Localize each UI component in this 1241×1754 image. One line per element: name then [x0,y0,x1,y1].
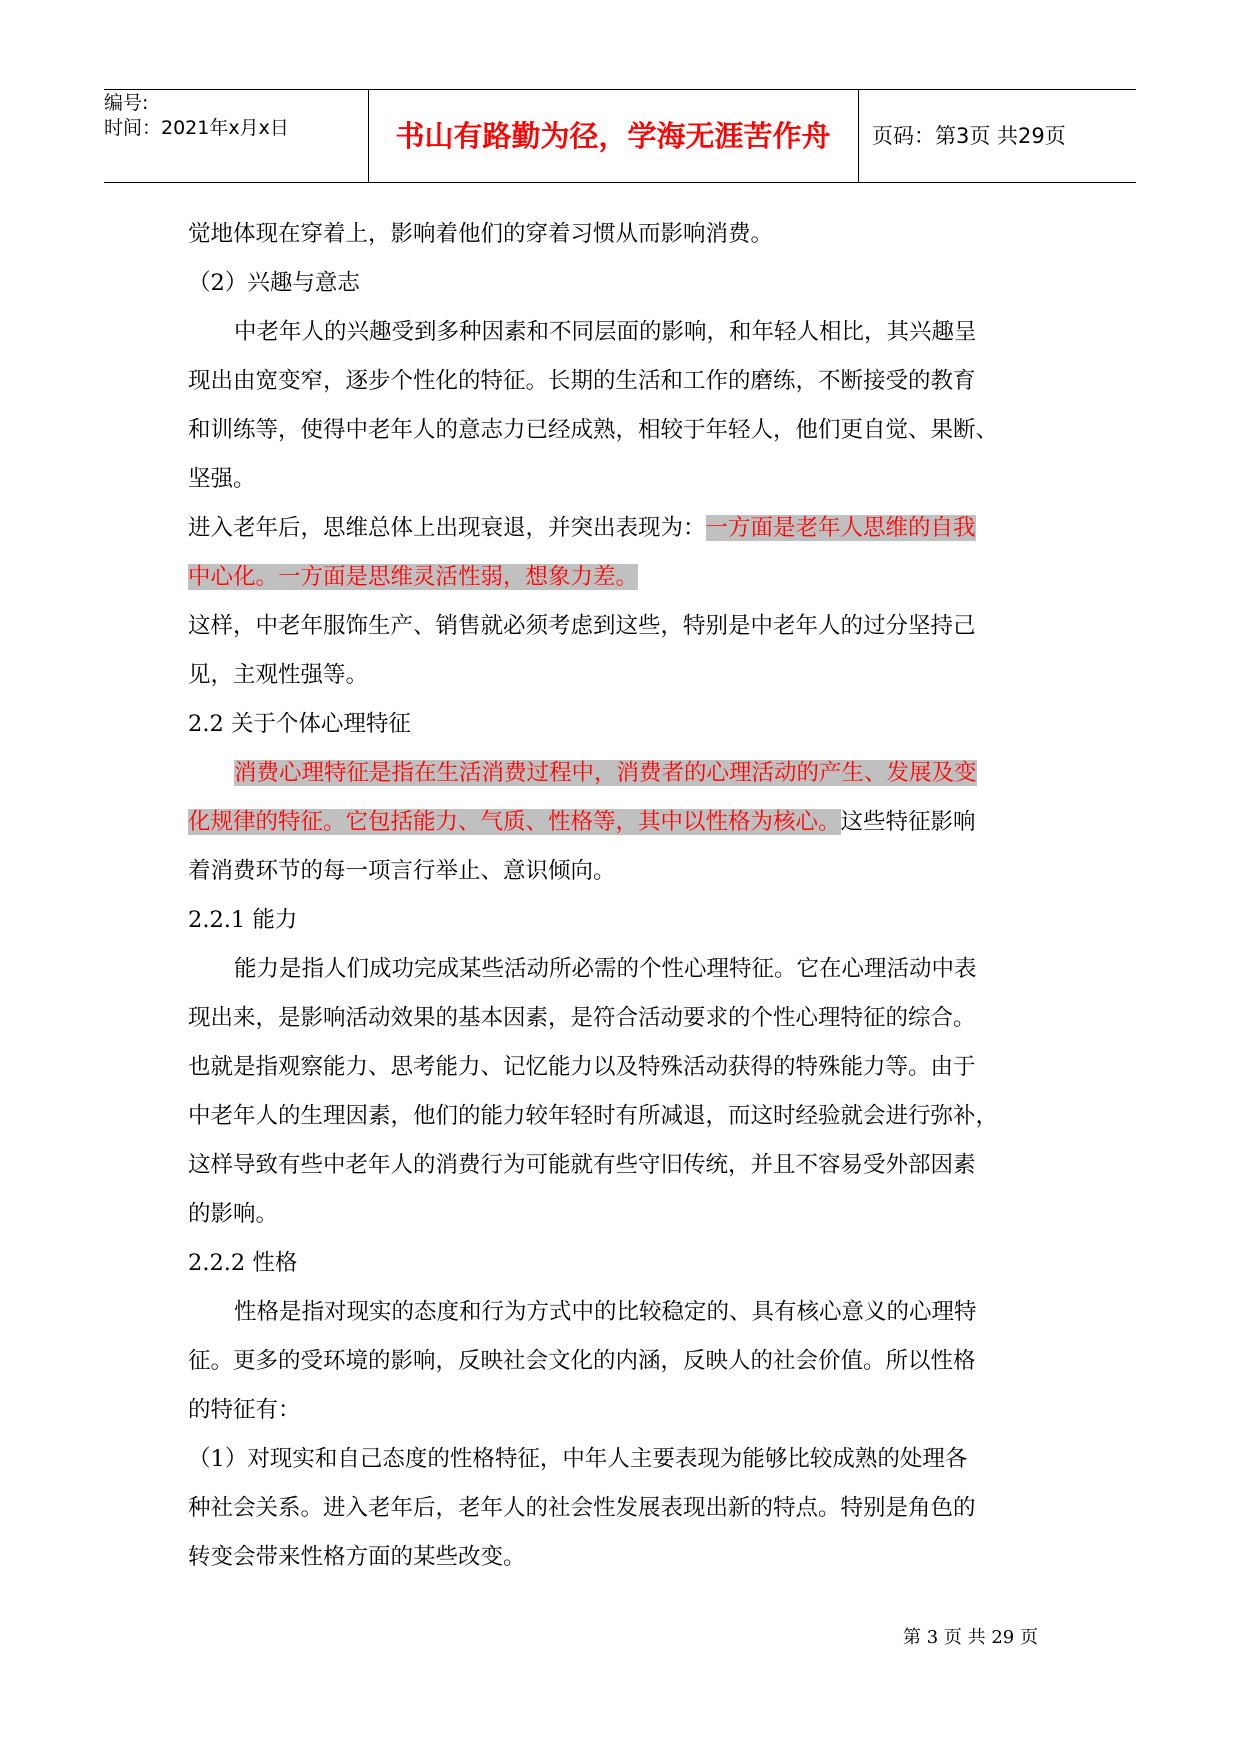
paragraph-line: 和训练等，使得中老年人的意志力已经成熟，相较于年轻人，他们更自觉、果断、 [188,417,999,443]
paragraph-line: 坚强。 [188,466,256,492]
page-footer: 第 3 页 共 29 页 [903,1627,1038,1648]
paragraph-line: 转变会带来性格方面的某些改变。 [188,1544,526,1570]
header-motto-cell [368,90,859,182]
section-heading: 2.2 关于个体心理特征 [188,711,411,737]
section-heading: （2）兴趣与意志 [188,270,360,296]
document-body [188,210,1060,1582]
serial-number-label: 编号: [104,92,149,114]
header-page-info: 页码：第3页 共29页 [872,124,1066,148]
header-page-cell [858,90,1136,182]
paragraph-line: 现出由宽变窄，逐步个性化的特征。长期的生活和工作的磨练，不断接受的教育 [188,368,976,394]
section-heading: 2.2.1 能力 [188,907,298,933]
page-header [104,89,1136,183]
motto-text: 书山有路勤为径，学海无涯苦作舟 [395,119,831,153]
paragraph-line: 觉地体现在穿着上，影响着他们的穿着习惯从而影响消费。 [188,221,774,247]
paragraph-line: 中老年人的兴趣受到多种因素和不同层面的影响，和年轻人相比，其兴趣呈 [234,319,977,345]
paragraph-line: 这样导致有些中老年人的消费行为可能就有些守旧传统，并且不容易受外部因素 [188,1152,976,1178]
highlighted-text: 一方面是老年人思维的自我 [705,515,976,541]
header-meta-cell [104,90,369,182]
paragraph-line: 也就是指观察能力、思考能力、记忆能力以及特殊活动获得的特殊能力等。由于 [188,1054,976,1080]
paragraph-line [188,749,1060,798]
paragraph-line: 性格是指对现实的态度和行为方式中的比较稳定的、具有核心意义的心理特 [234,1299,977,1325]
highlighted-text: 中心化。一方面是思维灵活性弱，想象力差。 [188,564,639,590]
paragraph-line: 种社会关系。进入老年后，老年人的社会性发展表现出新的特点。特别是角色的 [188,1495,976,1521]
paragraph-line: 中老年人的生理因素，他们的能力较年轻时有所减退，而这时经验就会进行弥补， [188,1103,999,1129]
paragraph-line: 现出来，是影响活动效果的基本因素，是符合活动要求的个性心理特征的综合。 [188,1005,976,1031]
paragraph-line [188,553,1060,602]
section-heading: 2.2.2 性格 [188,1250,298,1276]
paragraph-text: 进入老年后，思维总体上出现衰退，并突出表现为： [188,515,706,541]
highlighted-text: 消费心理特征是指在生活消费过程中，消费者的心理活动的产生、发展及变 [234,760,977,786]
time-label: 时间：2021年x月x日 [104,117,289,139]
paragraph-line: 的特征有： [188,1397,301,1423]
paragraph-line: 能力是指人们成功完成某些活动所必需的个性心理特征。它在心理活动中表 [234,956,977,982]
paragraph-line: 这样，中老年服饰生产、销售就必须考虑到这些，特别是中老年人的过分坚持己 [188,613,976,639]
paragraph-line: 着消费环节的每一项言行举止、意识倾向。 [188,858,616,884]
paragraph-line [188,504,1060,553]
highlighted-text: 化规律的特征。它包括能力、气质、性格等，其中以性格为核心。 [188,809,841,835]
paragraph-line: 征。更多的受环境的影响，反映社会文化的内涵，反映人的社会价值。所以性格 [188,1348,976,1374]
paragraph-line: （1）对现实和自己态度的性格特征，中年人主要表现为能够比较成熟的处理各 [188,1446,968,1472]
paragraph-line [188,798,1060,847]
paragraph-line: 见，主观性强等。 [188,662,369,688]
paragraph-text: 这些特征影响 [840,809,976,835]
paragraph-line: 的影响。 [188,1201,279,1227]
